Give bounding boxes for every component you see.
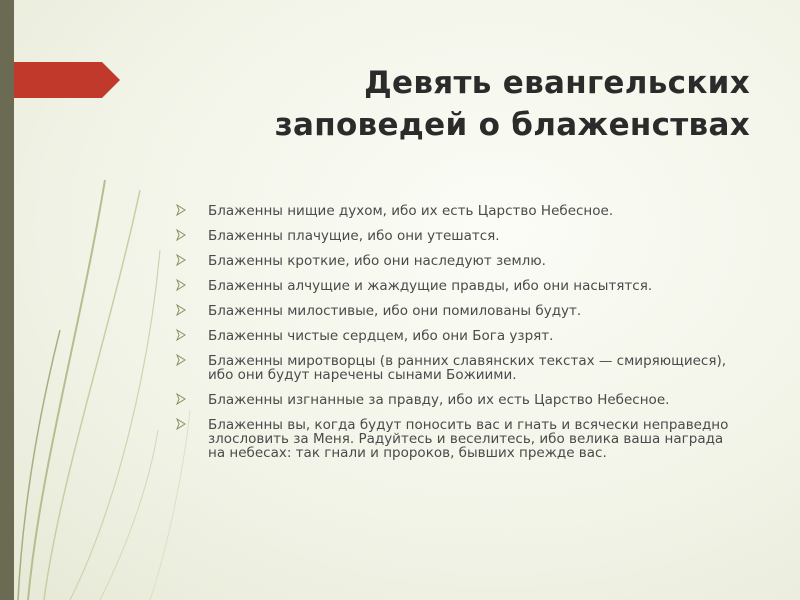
- left-sidebar-strip: [0, 0, 14, 600]
- arrow-bullet-icon: [175, 204, 187, 216]
- arrow-bullet-icon: [175, 418, 187, 430]
- list-item-text: Блаженны изгнанные за правду, ибо их есть Царство Небесное.: [208, 392, 670, 408]
- list-item-text: Блаженны чистые сердцем, ибо они Бога узрят.: [208, 328, 554, 344]
- list-item-text: Блаженны кроткие, ибо они наследуют землю.: [208, 253, 546, 269]
- list-item-text: Блаженны миротворцы (в ранних славянских текстах — смиряющиеся), ибо они будут наречены сынами Божиими.: [208, 353, 727, 383]
- arrow-bullet-icon: [175, 254, 187, 266]
- list-item: [175, 229, 735, 243]
- slide-title: [190, 62, 750, 146]
- list-item: [175, 204, 735, 218]
- list-item: [175, 418, 735, 460]
- arrow-bullet-icon: [175, 304, 187, 316]
- list-item-text: Блаженны плачущие, ибо они утешатся.: [208, 228, 500, 244]
- list-item-text: Блаженны нищие духом, ибо их есть Царство Небесное.: [208, 203, 614, 219]
- accent-arrow-shape: [14, 62, 120, 98]
- title-line-1: Девять евангельских: [364, 65, 750, 101]
- title-line-2: заповедей о блаженствах: [274, 107, 750, 143]
- list-item: [175, 329, 735, 343]
- list-item: [175, 279, 735, 293]
- arrow-bullet-icon: [175, 393, 187, 405]
- list-item-text: Блаженны алчущие и жаждущие правды, ибо они насытятся.: [208, 278, 653, 294]
- list-item: [175, 254, 735, 268]
- arrow-bullet-icon: [175, 329, 187, 341]
- beatitudes-list: [175, 204, 735, 471]
- list-item: [175, 304, 735, 318]
- list-item: [175, 393, 735, 407]
- arrow-bullet-icon: [175, 279, 187, 291]
- arrow-bullet-icon: [175, 229, 187, 241]
- arrow-bullet-icon: [175, 354, 187, 366]
- list-item-text: Блаженны вы, когда будут поносить вас и гнать и всячески неправедно злословить за Меня. Радуйтесь и веселитесь, ибо велика ваша награда на небесах: так гнали и пророков, бывших прежде вас.: [208, 417, 729, 461]
- list-item: [175, 354, 735, 382]
- list-item-text: Блаженны милостивые, ибо они помилованы будут.: [208, 303, 582, 319]
